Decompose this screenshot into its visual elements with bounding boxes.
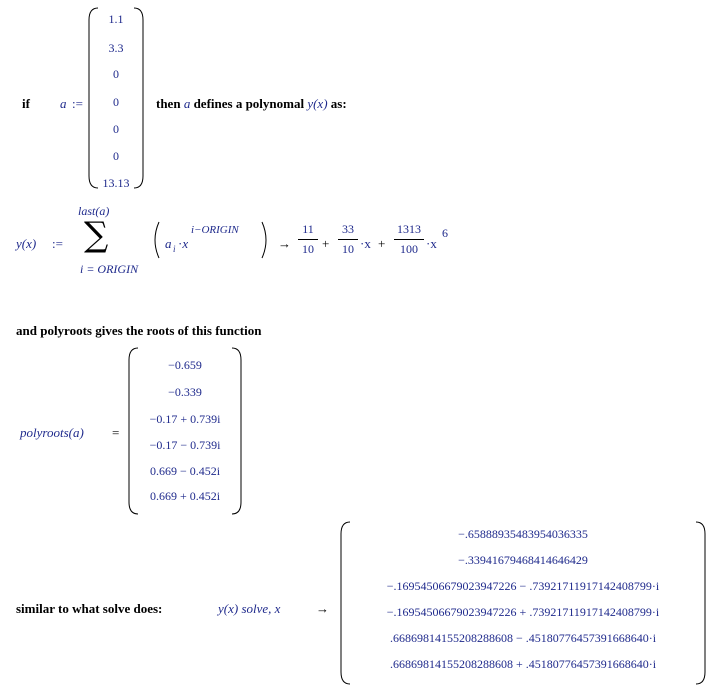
polyroots-cell: −0.659: [168, 358, 202, 372]
defines-text: defines a polynomal: [193, 96, 305, 111]
exponent-6: 6: [442, 226, 448, 240]
paren-right: [259, 220, 273, 260]
then-word: then: [156, 96, 181, 111]
fraction-1-denominator: 10: [302, 242, 314, 256]
then-text: [156, 96, 347, 112]
fraction-bar: [298, 239, 318, 240]
x-term-2: ·x: [426, 236, 437, 251]
yx-inline: y(x): [307, 96, 328, 111]
vector-a-cell: 0: [113, 67, 119, 81]
arrow-2: →: [316, 601, 329, 616]
vector-a-cell: 0: [113, 122, 119, 136]
fraction-bar: [338, 239, 358, 240]
solve-cell: −.16954506679023947226 − .73921711917142408799·i: [386, 579, 660, 593]
fraction-2-denominator: 10: [342, 242, 354, 256]
var-a-inline: a: [183, 96, 191, 111]
solve-vector: [344, 520, 702, 686]
polyroots-cell: −0.339: [168, 385, 202, 399]
vector-a: [92, 6, 140, 190]
assign-op: :=: [72, 96, 83, 111]
as-text: as:: [330, 96, 347, 111]
polyroots-cell: 0.669 + 0.452i: [149, 489, 221, 503]
term-a: a: [165, 236, 172, 251]
polyroots-lhs: polyroots(a): [20, 425, 84, 440]
vector-a-cell: 0: [113, 95, 119, 109]
polyroots-cell: 0.669 − 0.452i: [149, 464, 221, 478]
vector-a-cell: 1.1: [108, 12, 124, 26]
solve-cell: −.16954506679023947226 + .73921711917142408799·i: [386, 605, 660, 619]
polyroots-cell: −0.17 + 0.739i: [149, 412, 221, 426]
solve-description: similar to what solve does:: [16, 601, 163, 616]
fraction-bar: [394, 239, 424, 240]
var-a: a: [60, 96, 67, 111]
vector-a-cell: 3.3: [108, 41, 124, 55]
yx-lhs: y(x): [16, 236, 37, 251]
polyroots-vector: [132, 346, 238, 516]
polyroots-description: and polyroots gives the roots of this function: [16, 323, 262, 338]
polyroots-cell: −0.17 − 0.739i: [149, 438, 221, 452]
plus-2: +: [378, 236, 386, 251]
fraction-3-denominator: 100: [400, 242, 418, 256]
arrow-1: →: [278, 236, 291, 251]
x-term-1: ·x: [360, 236, 371, 251]
solve-cell: −.65888935483954036335: [458, 527, 588, 541]
term-exponent: i−ORIGIN: [191, 224, 239, 236]
solve-cell: .66869814155208288608 + .45180776457391668640·i: [389, 657, 657, 671]
assign-op-2: :=: [52, 236, 63, 251]
sum-lower-limit: i = ORIGIN: [80, 262, 139, 276]
sum-upper-limit: last(a): [78, 204, 110, 218]
term-x: x: [182, 236, 189, 251]
vector-a-cell: 0: [113, 149, 119, 163]
plus-1: +: [322, 236, 330, 251]
fraction-3-numerator: 1313: [397, 222, 421, 236]
solve-cell: −.33941679468414646429: [458, 553, 588, 567]
vector-a-cell: 13.13: [102, 176, 130, 190]
solve-expression: y(x) solve, x: [218, 601, 281, 616]
term-sub-i: i: [173, 244, 176, 254]
fraction-2-numerator: 33: [342, 222, 354, 236]
equals-sign: =: [112, 425, 120, 440]
term-dot-x: ·x: [178, 236, 189, 251]
if-keyword: if: [22, 96, 30, 111]
solve-cell: .66869814155208288608 − .45180776457391668640·i: [389, 631, 657, 645]
fraction-2: [338, 222, 358, 257]
paren-left: [148, 220, 162, 260]
fraction-1-numerator: 11: [302, 222, 314, 236]
fraction-3: [394, 222, 424, 257]
sigma-symbol: ∑: [84, 215, 109, 255]
fraction-1: [298, 222, 318, 257]
